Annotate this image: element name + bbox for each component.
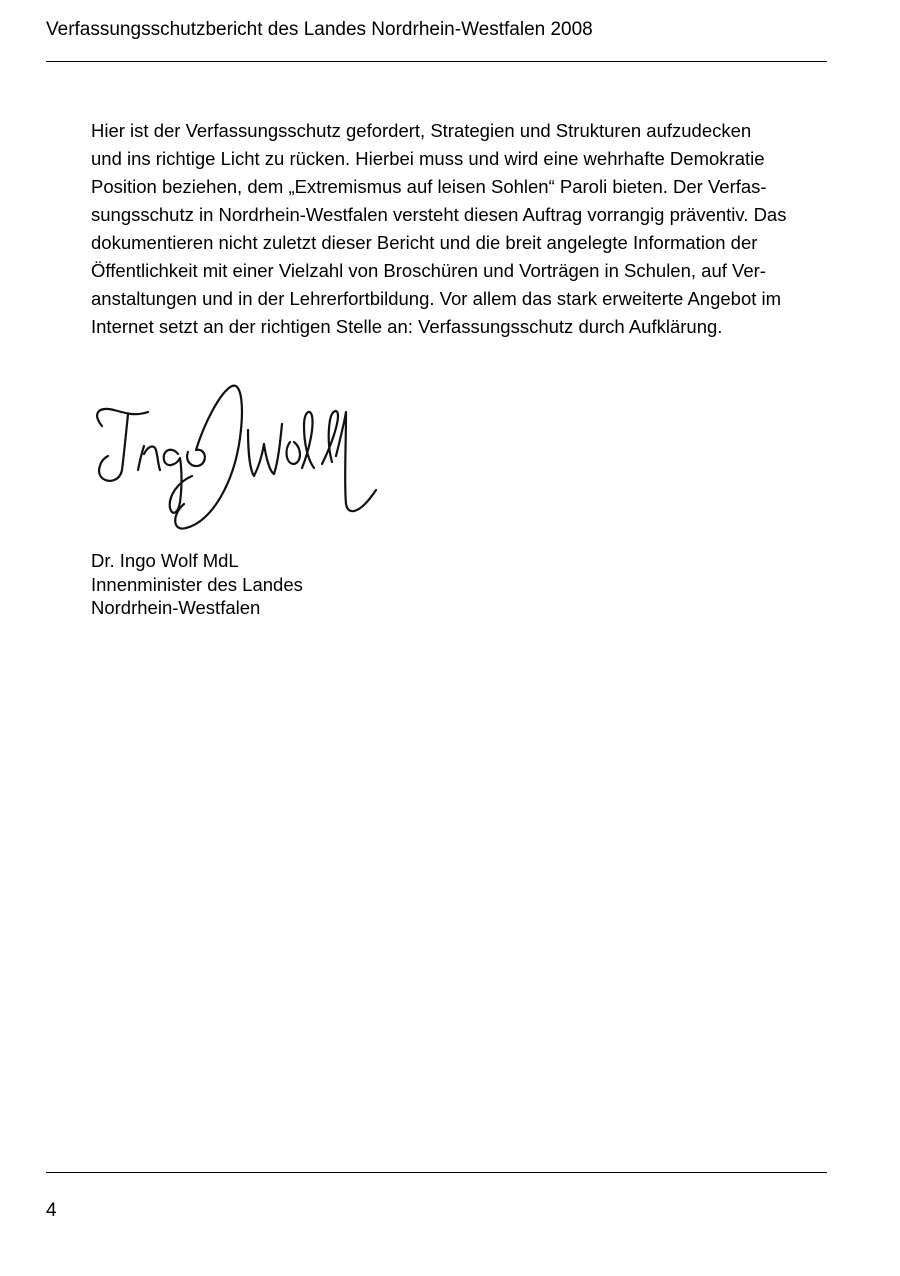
body-line: dokumentieren nicht zuletzt dieser Bericht und die breit angelegte Information der <box>91 232 758 253</box>
body-line: und ins richtige Licht zu rücken. Hierbei muss und wird eine wehrhafte Demokratie <box>91 148 765 169</box>
running-header: Verfassungsschutzbericht des Landes Nordrhein-Westfalen 2008 <box>46 19 593 40</box>
page-number: 4 <box>46 1200 57 1221</box>
footer-divider <box>46 1172 827 1173</box>
signer-name: Dr. Ingo Wolf MdL <box>91 550 239 571</box>
body-line: Öffentlichkeit mit einer Vielzahl von Broschüren und Vorträgen in Schulen, auf Ver- <box>91 260 766 281</box>
body-line: Internet setzt an der richtigen Stelle an: Verfassungsschutz durch Aufklärung. <box>91 316 723 337</box>
body-line: Hier ist der Verfassungsschutz gefordert, Strategien und Strukturen aufzudecken <box>91 120 752 141</box>
body-line: sungsschutz in Nordrhein-Westfalen versteht diesen Auftrag vorrangig präventiv. Das <box>91 204 787 225</box>
signer-block <box>91 549 303 620</box>
handwritten-signature-icon <box>88 378 384 536</box>
body-line: anstaltungen und in der Lehrerfortbildung. Vor allem das stark erweiterte Angebot im <box>91 288 782 309</box>
body-paragraph <box>91 117 831 341</box>
header-divider <box>46 61 827 62</box>
signer-title: Innenminister des Landes <box>91 573 303 595</box>
body-line: Position beziehen, dem „Extremismus auf leisen Sohlen“ Paroli bieten. Der Verfas- <box>91 176 767 197</box>
signer-title: Nordrhein-Westfalen <box>91 597 261 618</box>
